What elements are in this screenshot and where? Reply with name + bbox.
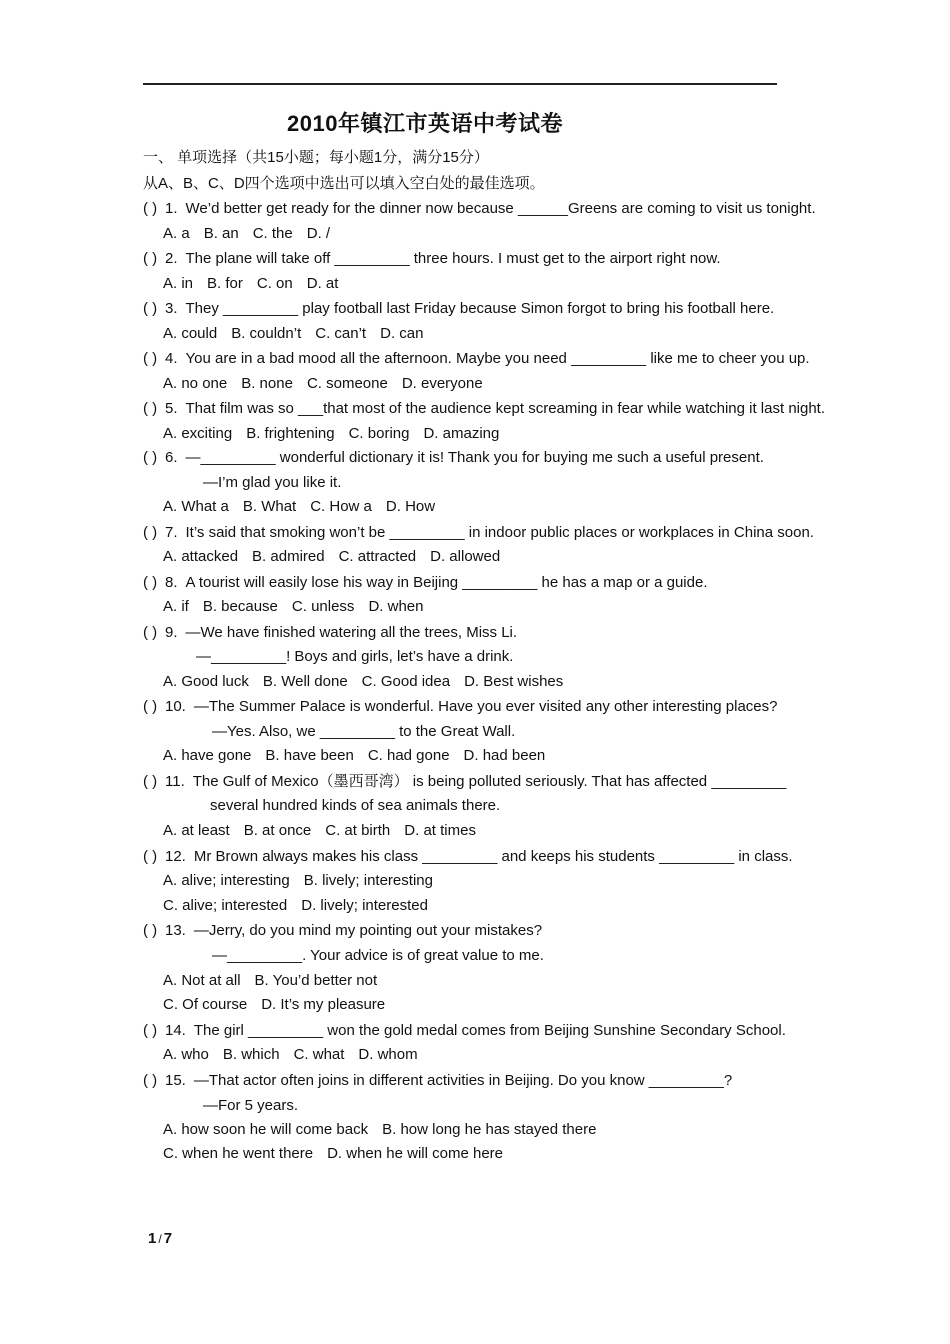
question-reply: several hundred kinds of sea animals there. <box>210 797 501 814</box>
question-number: 10. <box>165 698 186 715</box>
option-d: D. It’s my pleasure <box>261 996 386 1013</box>
answer-blank: ( ) <box>143 698 158 715</box>
question-8 <box>143 574 708 592</box>
option-c: C. attracted <box>338 548 417 565</box>
question-text: It’s said that smoking won’t be _________ in indoor public places or workplaces in China soon. <box>185 524 814 541</box>
answer-blank: ( ) <box>143 624 158 641</box>
question-text: That film was so ___that most of the audience kept screaming in fear while watching it last night. <box>185 400 826 417</box>
question-14 <box>143 1022 786 1040</box>
section-heading: 一、 单项选择（共15小题；每小题1分，满分15分） <box>143 149 489 166</box>
answer-blank: ( ) <box>143 200 158 217</box>
option-c: C. Of course <box>163 996 248 1013</box>
option-c: C. when he went there <box>163 1145 314 1162</box>
options-row <box>163 822 490 840</box>
option-a: A. could <box>163 325 218 342</box>
option-c: C. someone <box>306 375 388 392</box>
options-row <box>163 498 449 516</box>
option-a: A. who <box>163 1046 209 1063</box>
question-number: 15. <box>165 1072 186 1089</box>
option-d: D. when he will come here <box>327 1145 504 1162</box>
options-row <box>163 225 344 243</box>
question-7 <box>143 524 814 542</box>
option-d: D. whom <box>358 1046 418 1063</box>
question-3 <box>143 300 774 318</box>
question-1 <box>143 200 816 218</box>
question-text: The girl _________ won the gold medal comes from Beijing Sunshine Secondary School. <box>193 1022 786 1039</box>
option-c: C. alive; interested <box>163 897 288 914</box>
options-row <box>163 673 577 691</box>
option-c: C. at birth <box>325 822 391 839</box>
option-c: C. unless <box>291 598 355 615</box>
option-c: C. Good idea <box>361 673 451 690</box>
answer-blank: ( ) <box>143 1072 158 1089</box>
header-rule <box>143 83 777 85</box>
question-number: 11. <box>165 773 185 790</box>
options-row <box>163 1145 517 1163</box>
question-13 <box>143 922 542 940</box>
option-d: D. had been <box>463 747 546 764</box>
answer-blank: ( ) <box>143 300 158 317</box>
options-row <box>163 1046 432 1064</box>
question-text: They _________ play football last Friday because Simon forgot to bring his football here. <box>185 300 775 317</box>
options-row <box>163 325 437 343</box>
option-a: A. What a <box>163 498 229 515</box>
option-b: B. an <box>203 225 239 242</box>
answer-blank: ( ) <box>143 848 158 865</box>
option-a: A. if <box>163 598 189 615</box>
answer-blank: ( ) <box>143 400 158 417</box>
question-text: A tourist will easily lose his way in Beijing _________ he has a map or a guide. <box>185 574 708 591</box>
section-instruction: 从A、B、C、D四个选项中选出可以填入空白处的最佳选项。 <box>143 175 545 192</box>
option-a: A. attacked <box>163 548 239 565</box>
question-reply: —_________. Your advice is of great value to me. <box>212 947 544 964</box>
question-reply: —_________! Boys and girls, let’s have a drink. <box>196 648 514 665</box>
option-a: A. have gone <box>163 747 252 764</box>
option-c: C. what <box>293 1046 345 1063</box>
option-b: B. admired <box>252 548 325 565</box>
question-text: —We have finished watering all the trees, Miss Li. <box>185 624 518 641</box>
option-d: D. How <box>385 498 436 515</box>
question-number: 7. <box>165 524 178 541</box>
option-b: B. none <box>241 375 293 392</box>
options-row <box>163 548 514 566</box>
option-d: D. / <box>306 225 331 242</box>
answer-blank: ( ) <box>143 524 158 541</box>
question-number: 9. <box>165 624 178 641</box>
question-number: 3. <box>165 300 178 317</box>
options-row <box>163 425 513 443</box>
question-4 <box>143 350 810 368</box>
options-row <box>163 1121 610 1139</box>
option-a: A. at least <box>163 822 230 839</box>
options-row <box>163 747 559 765</box>
option-a: A. exciting <box>163 425 233 442</box>
question-number: 12. <box>165 848 186 865</box>
option-a: A. no one <box>163 375 228 392</box>
answer-blank: ( ) <box>143 574 158 591</box>
option-b: B. couldn’t <box>231 325 302 342</box>
question-number: 14. <box>165 1022 186 1039</box>
options-row <box>163 375 497 393</box>
question-text: We’d better get ready for the dinner now because ______Greens are coming to visit us tonight. <box>185 200 816 217</box>
question-text: The Gulf of Mexico（墨西哥湾） is being polluted seriously. That has affected _________ <box>192 773 787 790</box>
options-row <box>163 275 352 293</box>
question-text: —The Summer Palace is wonderful. Have you ever visited any other interesting places? <box>193 698 778 715</box>
option-c: C. the <box>252 225 293 242</box>
answer-blank: ( ) <box>143 773 158 790</box>
option-d: D. everyone <box>401 375 483 392</box>
option-a: A. a <box>163 225 190 242</box>
answer-blank: ( ) <box>143 250 158 267</box>
question-number: 8. <box>165 574 178 591</box>
question-number: 5. <box>165 400 178 417</box>
question-text: —_________ wonderful dictionary it is! Thank you for buying me such a useful present. <box>185 449 764 466</box>
page-number <box>148 1230 172 1247</box>
option-c: C. had gone <box>367 747 450 764</box>
option-d: D. lively; interested <box>301 897 428 914</box>
option-d: D. allowed <box>430 548 501 565</box>
option-d: D. can <box>380 325 424 342</box>
option-c: C. on <box>256 275 293 292</box>
option-b: B. because <box>202 598 278 615</box>
question-12 <box>143 848 793 866</box>
question-text: The plane will take off _________ three hours. I must get to the airport right now. <box>185 250 721 267</box>
option-a: A. in <box>163 275 194 292</box>
question-number: 4. <box>165 350 178 367</box>
option-b: B. at once <box>243 822 312 839</box>
question-text: —Jerry, do you mind my pointing out your mistakes? <box>193 922 543 939</box>
question-text: You are in a bad mood all the afternoon. Maybe you need _________ like me to cheer you up. <box>185 350 810 367</box>
option-a: A. Not at all <box>163 972 241 989</box>
option-b: B. lively; interesting <box>303 872 433 889</box>
option-b: B. Well done <box>262 673 348 690</box>
question-6 <box>143 449 764 467</box>
option-a: A. alive; interesting <box>163 872 290 889</box>
option-b: B. how long he has stayed there <box>382 1121 597 1138</box>
page-total: 7 <box>163 1230 173 1247</box>
option-b: B. You’d better not <box>254 972 378 989</box>
option-b: B. for <box>207 275 243 292</box>
option-c: C. How a <box>310 498 372 515</box>
question-reply: —I’m glad you like it. <box>203 474 342 491</box>
option-c: C. boring <box>348 425 410 442</box>
page-current: 1 <box>148 1230 157 1247</box>
page-separator: / <box>158 1232 162 1246</box>
question-2 <box>143 250 721 268</box>
answer-blank: ( ) <box>143 449 158 466</box>
options-row <box>163 897 442 915</box>
options-row <box>163 598 437 616</box>
question-text: —That actor often joins in different activities in Beijing. Do you know _________? <box>193 1072 733 1089</box>
option-a: A. Good luck <box>163 673 249 690</box>
question-reply: —For 5 years. <box>203 1097 299 1114</box>
question-9 <box>143 624 517 642</box>
option-b: B. frightening <box>246 425 335 442</box>
question-5 <box>143 400 825 418</box>
option-d: D. Best wishes <box>464 673 564 690</box>
question-text: Mr Brown always makes his class _________ and keeps his students _________ in class. <box>193 848 793 865</box>
options-row <box>163 996 399 1014</box>
option-d: D. at times <box>404 822 476 839</box>
option-d: D. amazing <box>423 425 500 442</box>
question-number: 2. <box>165 250 178 267</box>
option-b: B. have been <box>265 747 354 764</box>
question-15 <box>143 1072 732 1090</box>
question-number: 1. <box>165 200 178 217</box>
option-b: B. What <box>242 498 297 515</box>
question-number: 13. <box>165 922 186 939</box>
page-title: 2010年镇江市英语中考试卷 <box>287 111 563 136</box>
options-row <box>163 972 391 990</box>
option-b: B. which <box>222 1046 280 1063</box>
answer-blank: ( ) <box>143 922 158 939</box>
question-10 <box>143 698 777 716</box>
question-reply: —Yes. Also, we _________ to the Great Wall. <box>212 723 516 740</box>
answer-blank: ( ) <box>143 1022 158 1039</box>
option-a: A. how soon he will come back <box>163 1121 369 1138</box>
question-11 <box>143 773 786 791</box>
option-d: D. at <box>306 275 339 292</box>
question-number: 6. <box>165 449 178 466</box>
option-c: C. can’t <box>315 325 367 342</box>
options-row <box>163 872 447 890</box>
option-d: D. when <box>368 598 424 615</box>
answer-blank: ( ) <box>143 350 158 367</box>
